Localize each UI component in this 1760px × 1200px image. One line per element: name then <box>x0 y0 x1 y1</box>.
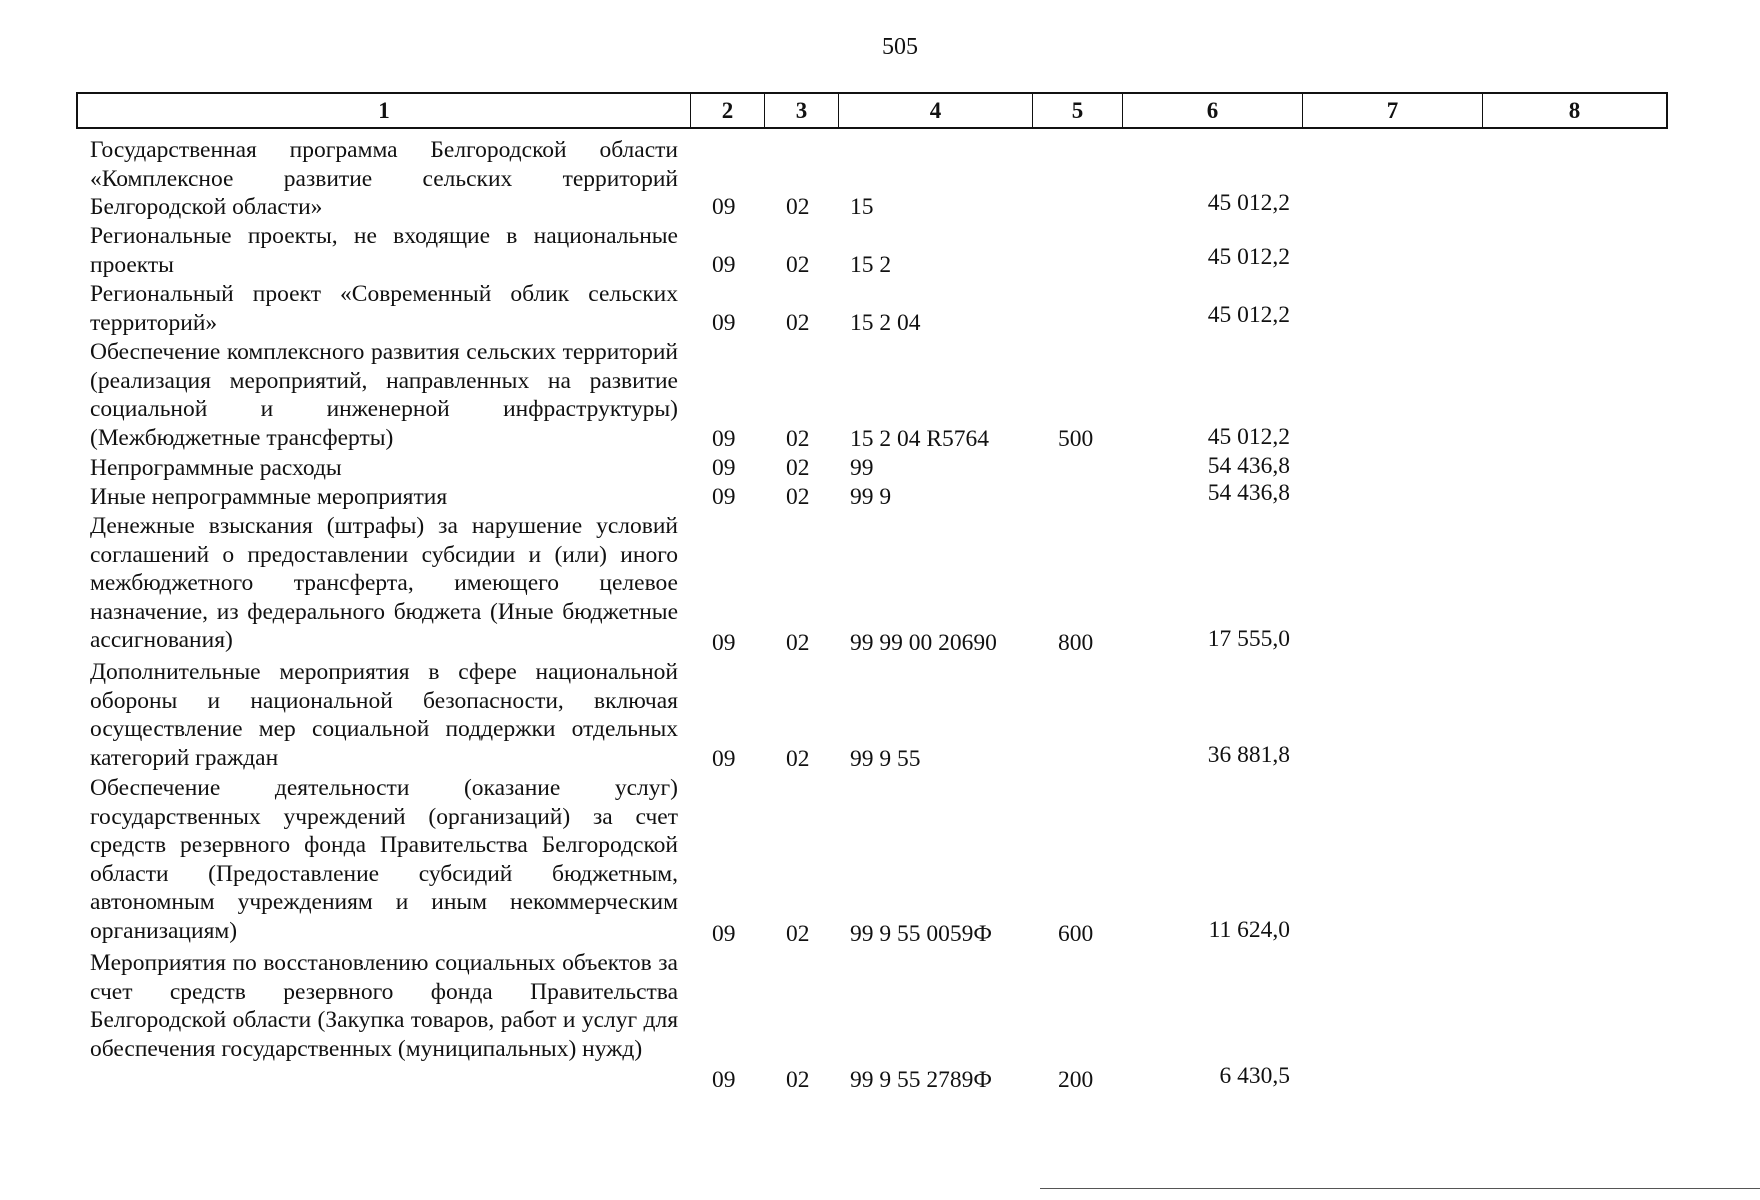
row-section: 09 <box>712 630 736 657</box>
row-sum: 11 624,0 <box>1208 917 1290 944</box>
header-col-1: 1 <box>378 98 390 123</box>
row-section: 09 <box>712 746 736 773</box>
row-description: Обеспечение комплексного развития сельских территорий (реализация мероприятий, направленных на развитие социальной и инженерной инфраструктуры) (Межбюджетные трансферты) <box>90 339 678 451</box>
row-section: 09 <box>712 921 736 948</box>
header-col-7: 7 <box>1302 94 1482 127</box>
row-code: 99 <box>850 455 874 482</box>
bottom-divider <box>1040 1188 1760 1189</box>
row-description: Мероприятия по восстановлению социальных объектов за счет средств резервного фонда Правительства Белгородской области (Закупка товаров, работ и услуг для обеспечения государственных (муниципальных) нужд) <box>90 950 678 1062</box>
row-sum: 54 436,8 <box>1207 480 1290 507</box>
table-row <box>0 136 1760 222</box>
row-vr: 600 <box>1058 921 1094 948</box>
row-subsection: 02 <box>786 426 810 453</box>
row-sum: 54 436,8 <box>1207 453 1290 480</box>
row-code: 99 9 <box>850 484 892 511</box>
row-description: Непрограммные расходы <box>90 455 342 481</box>
table-row <box>0 774 1760 949</box>
row-subsection: 02 <box>786 484 810 511</box>
row-vr: 200 <box>1058 1067 1094 1094</box>
header-col-5: 5 <box>1032 94 1122 127</box>
row-section: 09 <box>712 484 736 511</box>
row-section: 09 <box>712 455 736 482</box>
row-sum: 45 012,2 <box>1207 190 1290 217</box>
table-row <box>0 512 1760 658</box>
row-subsection: 02 <box>786 630 810 657</box>
table-row <box>0 480 1760 512</box>
row-description: Денежные взыскания (штрафы) за нарушение условий соглашений о предоставлении субсидии и (или) иного межбюджетного трансферта, имеющего целевое назначение, из федерального бюджета (Иные бюджетные ассигнования) <box>90 513 678 654</box>
row-vr: 500 <box>1058 426 1094 453</box>
row-code: 99 99 00 20690 <box>850 630 997 657</box>
row-sum: 45 012,2 <box>1207 302 1290 329</box>
row-subsection: 02 <box>786 194 810 221</box>
table-row <box>0 338 1760 454</box>
header-col-6: 6 <box>1122 94 1302 127</box>
row-section: 09 <box>712 1067 736 1094</box>
row-sum: 36 881,8 <box>1207 742 1290 769</box>
table-row <box>0 658 1760 774</box>
row-sum: 6 430,5 <box>1219 1063 1290 1090</box>
row-sum: 45 012,2 <box>1207 424 1290 451</box>
row-description: Обеспечение деятельности (оказание услуг) государственных учреждений (организаций) за счет средств резервного фонда Правительства Белгородской области (Предоставление субсидий бюджетным, автономным учреждениям и иным некоммерческим организациям) <box>90 775 678 944</box>
row-code: 99 9 55 <box>850 746 921 773</box>
row-code: 15 2 <box>850 252 892 279</box>
header-col-3: 3 <box>764 94 838 127</box>
row-code: 15 <box>850 194 874 221</box>
row-code: 99 9 55 0059Ф <box>850 921 992 948</box>
row-subsection: 02 <box>786 921 810 948</box>
row-description: Иные непрограммные мероприятия <box>90 484 448 510</box>
table-row <box>0 454 1760 483</box>
row-subsection: 02 <box>786 1067 810 1094</box>
row-section: 09 <box>712 426 736 453</box>
row-description: Дополнительные мероприятия в сфере национальной обороны и национальной безопасности, включая осуществление мер социальной поддержки отдельных категорий граждан <box>90 659 678 771</box>
row-code: 15 2 04 R5764 <box>850 426 990 453</box>
table-row <box>0 280 1760 338</box>
header-col-4: 4 <box>838 94 1032 127</box>
row-section: 09 <box>712 310 736 337</box>
row-description: Региональные проекты, не входящие в национальные проекты <box>90 223 678 278</box>
row-section: 09 <box>712 252 736 279</box>
header-col-2: 2 <box>690 94 764 127</box>
table-row <box>0 949 1760 1095</box>
row-subsection: 02 <box>786 310 810 337</box>
header-col-8: 8 <box>1482 94 1666 127</box>
row-subsection: 02 <box>786 746 810 773</box>
row-section: 09 <box>712 194 736 221</box>
row-code: 15 2 04 <box>850 310 921 337</box>
page-number: 505 <box>882 34 918 60</box>
row-subsection: 02 <box>786 455 810 482</box>
row-sum: 17 555,0 <box>1207 626 1290 653</box>
table-row <box>0 222 1760 280</box>
table-header <box>76 92 1668 129</box>
row-sum: 45 012,2 <box>1207 244 1290 271</box>
row-vr: 800 <box>1058 630 1094 657</box>
row-subsection: 02 <box>786 252 810 279</box>
row-description: Государственная программа Белгородской области «Комплексное развитие сельских территорий Белгородской области» <box>90 137 678 221</box>
row-code: 99 9 55 2789Ф <box>850 1067 992 1094</box>
row-description: Региональный проект «Современный облик сельских территорий» <box>90 281 678 336</box>
